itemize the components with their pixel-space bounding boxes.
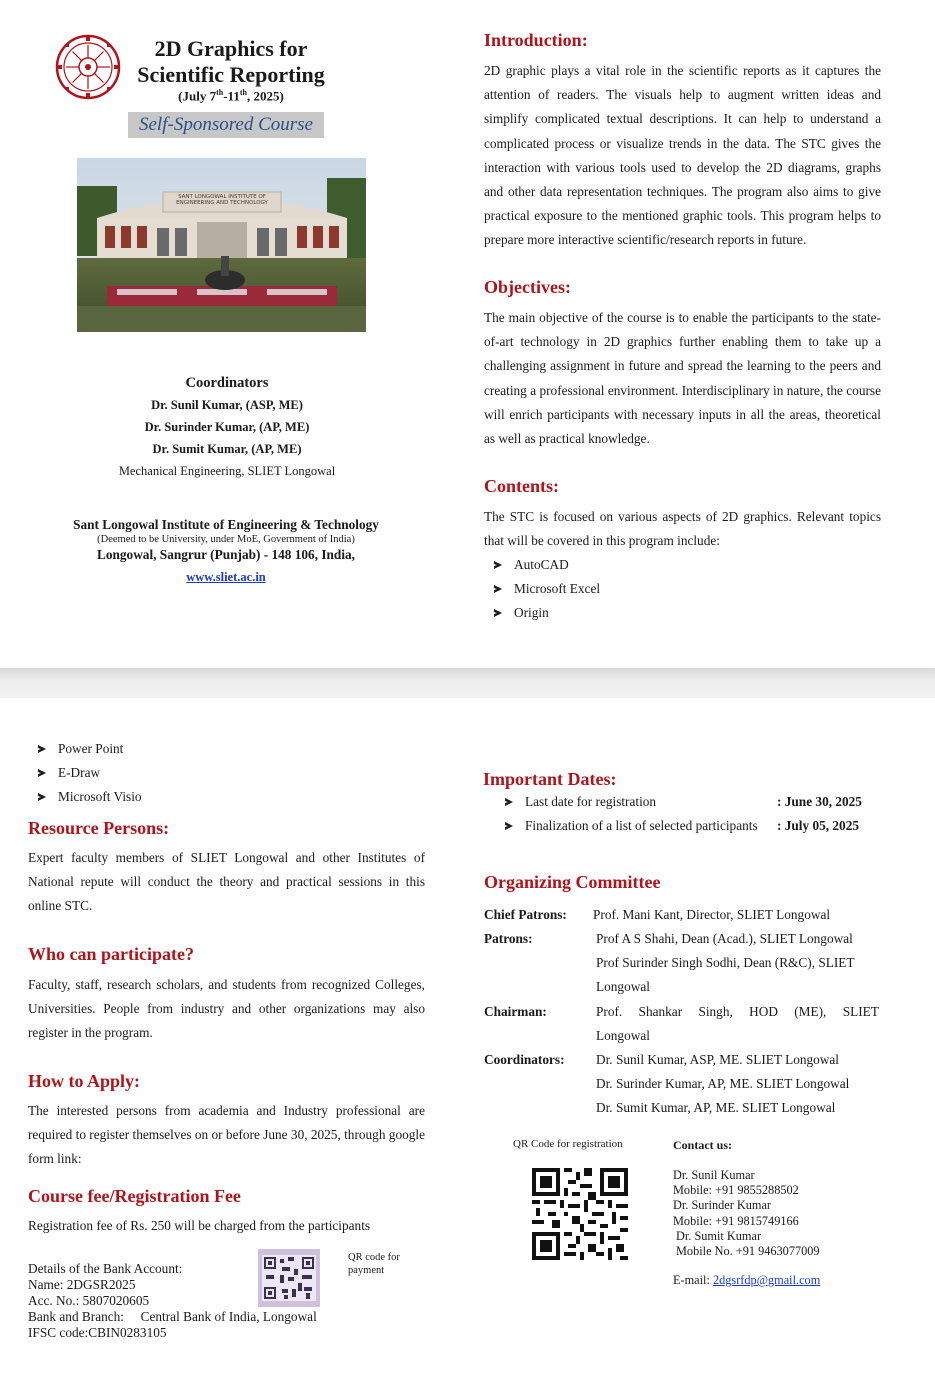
list-item: AutoCAD: [494, 553, 600, 577]
institute-logo: [55, 34, 121, 100]
institute-website-link[interactable]: www.sliet.ac.in: [186, 570, 266, 584]
arrow-bullet-icon: [505, 798, 513, 806]
coordinators-department: Mechanical Engineering, SLIET Longowal: [118, 464, 336, 478]
contents-list-continued: [38, 737, 142, 810]
course-title-line2: Scientific Reporting: [137, 62, 325, 87]
course-fee-heading: Course fee/Registration Fee: [28, 1186, 241, 1206]
registration-qr-code[interactable]: [532, 1168, 628, 1260]
payment-qr-label: QR code for payment: [348, 1252, 400, 1276]
contents-list: [494, 553, 600, 626]
how-to-apply-text: The interested persons from academia and Industry professional are required to register themselves on or before June 30, 2025, through google form link:: [28, 1103, 425, 1167]
chief-patrons-label: Chief Patrons:: [484, 907, 567, 922]
committee-coordinator-name: Dr. Sumit Kumar, AP, ME. SLIET Longowal: [596, 1100, 836, 1116]
objectives-heading: Objectives:: [484, 277, 571, 297]
chief-patrons-row: [484, 903, 884, 927]
list-item: Finalization of a list of selected participants : July 05, 2025: [505, 814, 885, 838]
chairman-name: Prof. Shankar Singh, HOD (ME), SLIET: [596, 1004, 879, 1019]
chairman-name-cont: Longowal: [596, 1028, 650, 1044]
list-item: Last date for registration : June 30, 2025: [505, 790, 885, 814]
patron-name-cont: Longowal: [596, 979, 650, 995]
campus-banner-text: SANT LONGOWAL INSTITUTE OF ENGINEERING AND TECHNOLOGY: [176, 194, 268, 206]
course-type-badge: Self-Sponsored Course: [128, 112, 324, 138]
course-dates: (July 7th-11th, 2025): [178, 88, 284, 104]
arrow-bullet-icon: [494, 561, 502, 569]
bank-account-name: Name: 2DGSR2025: [28, 1277, 136, 1292]
list-item: Power Point: [38, 737, 142, 761]
bank-account-number: Acc. No.: 5807020605: [28, 1293, 150, 1308]
course-title-line1: 2D Graphics for: [154, 36, 308, 61]
contents-text: The STC is focused on various aspects of 2D graphics. Relevant topics that will be covered in this program include:: [484, 509, 881, 549]
objectives-text: The main objective of the course is to enable the participants to the state-of-art technology in 2D graphics further enabling them to take up a challenging assignment in future and spread the learning to the peers and creating a professional environment. Interdisciplinary in nature, the course will enrich participants with necessary inputs in all the areas, theoretical as well as practical knowledge.: [484, 310, 881, 447]
bank-title: Details of the Bank Account:: [28, 1261, 183, 1276]
patron-name: Prof A S Shahi, Dean (Acad.), SLIET Longowal: [596, 931, 853, 946]
committee-coordinators-label: Coordinators:: [484, 1052, 565, 1067]
course-fee-text: Registration fee of Rs. 250 will be charged from the participants: [28, 1218, 371, 1233]
brochure-page-back: [0, 698, 935, 1377]
list-item: Origin: [494, 601, 600, 625]
campus-photo: [77, 158, 366, 332]
bank-ifsc: IFSC code:CBIN0283105: [28, 1325, 167, 1340]
chairman-label: Chairman:: [484, 1004, 547, 1019]
coordinator-name: Dr. Sunil Kumar, (ASP, ME): [151, 398, 303, 412]
contact-email-link[interactable]: 2dgsrfdp@gmail.com: [712, 1273, 821, 1287]
coordinators-heading: Coordinators: [185, 375, 269, 391]
contact-line: Mobile No. +91 9463077009: [676, 1244, 820, 1259]
brochure-page-front: [0, 0, 935, 668]
introduction-text: 2D graphic plays a vital role in the scientific reports as it captures the attention of readers. The visuals help to augment written ideas and simplify complicated textual descriptions. It can help to understand a complicated process or visualize trends in the data. The STC gives the interaction with various tools used to develop the 2D diagrams, graphs and other data representation techniques. The program also aims to give practical exposure to the mentioned graphic tools. This program helps to prepare more interactive scientific/research reports in future.: [484, 63, 881, 248]
arrow-bullet-icon: [38, 745, 46, 753]
contact-line: Dr. Surinder Kumar: [673, 1198, 772, 1213]
contact-line: Dr. Sunil Kumar: [673, 1168, 755, 1182]
important-dates-heading: Important Dates:: [483, 769, 617, 789]
arrow-bullet-icon: [38, 793, 46, 801]
resource-persons-text: Expert faculty members of SLIET Longowal and other Institutes of National repute will conduct the theory and practical sessions in this online STC.: [28, 850, 425, 914]
committee-coordinator-name: Dr. Surinder Kumar, AP, ME. SLIET Longowal: [596, 1076, 850, 1092]
institute-status: (Deemed to be University, under MoE, Government of India): [97, 534, 355, 545]
organizing-committee-heading: Organizing Committee: [484, 872, 661, 892]
introduction-heading: Introduction:: [484, 30, 588, 50]
list-item: Microsoft Visio: [38, 785, 142, 809]
arrow-bullet-icon: [38, 769, 46, 777]
contact-line: Mobile: +91 9855288502: [673, 1183, 799, 1198]
who-can-participate-text: Faculty, staff, research scholars, and students from recognized Colleges, Universities. People from industry and other organizations may also register in the program.: [28, 977, 425, 1041]
list-item: E-Draw: [38, 761, 142, 785]
coordinators-block: [77, 372, 377, 482]
page-divider: [0, 668, 935, 698]
committee-coordinator-name: Dr. Sunil Kumar, ASP, ME. SLIET Longowal: [596, 1052, 840, 1067]
contact-line: Mobile: +91 9815749166: [673, 1213, 799, 1228]
chief-patrons-value: Prof. Mani Kant, Director, SLIET Longowal: [593, 907, 831, 922]
patron-name: Prof Surinder Singh Sodhi, Dean (R&C), SLIET: [596, 955, 855, 971]
course-title: [120, 36, 342, 88]
institute-name: Sant Longowal Institute of Engineering & Technology: [73, 517, 379, 532]
registration-qr-label: QR Code for registration: [513, 1138, 623, 1150]
contact-heading: Contact us:: [673, 1138, 732, 1152]
payment-qr-code[interactable]: [258, 1249, 320, 1307]
important-dates-list: [505, 790, 885, 838]
bank-branch: Bank and Branch: Central Bank of India, Longowal: [28, 1309, 317, 1324]
how-to-apply-heading: How to Apply:: [28, 1071, 141, 1091]
contact-details: [673, 1168, 820, 1259]
arrow-bullet-icon: [494, 609, 502, 617]
contact-email-label: E-mail:: [673, 1273, 710, 1287]
arrow-bullet-icon: [505, 822, 513, 830]
list-item: Microsoft Excel: [494, 577, 600, 601]
institute-block: [40, 516, 412, 590]
institute-address: Longowal, Sangrur (Punjab) - 148 106, India,: [97, 547, 355, 562]
contents-heading: Contents:: [484, 476, 559, 496]
who-can-participate-heading: Who can participate?: [28, 944, 194, 964]
arrow-bullet-icon: [494, 585, 502, 593]
coordinator-name: Dr. Sumit Kumar, (AP, ME): [152, 442, 302, 456]
contact-email-row: [673, 1273, 820, 1288]
coordinator-name: Dr. Surinder Kumar, (AP, ME): [144, 420, 310, 434]
contact-line: Dr. Sumit Kumar: [676, 1228, 762, 1243]
patrons-label: Patrons:: [484, 931, 533, 946]
resource-persons-heading: Resource Persons:: [28, 818, 170, 838]
